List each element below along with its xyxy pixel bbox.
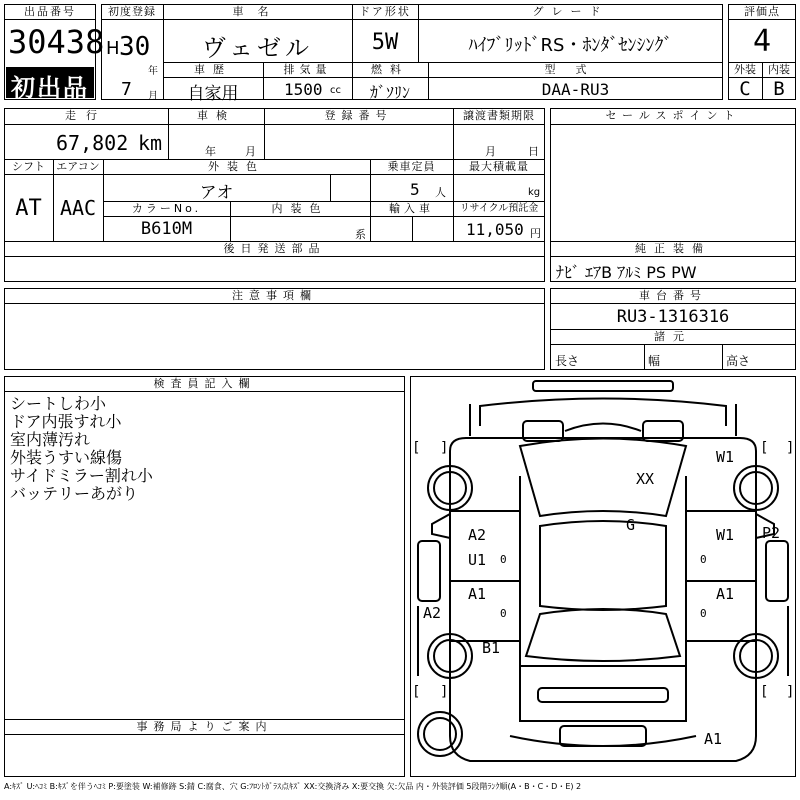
color-number-value: B610M xyxy=(140,219,193,239)
door-type: 5W xyxy=(371,30,399,55)
inspector-note-line: サイドミラー割れ小 xyxy=(10,466,153,485)
bracket-left: [ xyxy=(412,440,421,456)
mark-right-pillar: P2 xyxy=(762,524,781,542)
transfer-month-unit: 月 xyxy=(485,145,496,158)
lot-number-label: 出品番号 xyxy=(24,5,76,18)
later-parts-label: 後日発送部品 xyxy=(223,242,326,255)
era-letter: H xyxy=(106,38,120,59)
history-value: 自家用 xyxy=(187,84,239,104)
import-car-label: 輸入車 xyxy=(389,202,434,215)
first-listing-text: 初出品 xyxy=(11,74,89,102)
mark-rear-left-wheel-arch: B1 xyxy=(482,639,501,657)
length-label: 長さ xyxy=(555,354,580,368)
mark-front-right-door: W1 xyxy=(716,526,735,544)
year-unit: 年 xyxy=(148,66,158,77)
recycle-deposit-unit: 円 xyxy=(530,227,541,240)
max-load-label: 最大積載量 xyxy=(469,160,529,173)
chassis-number: RU3-1316316 xyxy=(616,307,730,327)
interior-color-unit: 系 xyxy=(355,228,366,241)
color-number-label: カラーNo. xyxy=(131,202,202,215)
height-label: 高さ xyxy=(726,354,751,368)
exterior-color-label: 外装色 xyxy=(208,160,265,173)
registration-month: 7 xyxy=(121,79,132,100)
zero-mark: 0 xyxy=(700,553,707,566)
legend-footer: A:ｷｽﾞ U:ﾍｺﾐ B:ｷｽﾞを伴うﾍｺﾐ P:要塗装 W:補修跡 S:錆 C:腐食、穴 G:ﾌﾛﾝﾄｶﾞﾗｽ点ｷｽﾞ XX:交換済み X:要交換 欠:欠品 内・外装評価 5段階ﾗﾝｸ順(A・B・C・D・E) 2 xyxy=(4,782,582,791)
registration-year: 30 xyxy=(119,32,151,62)
inspector-note-line: 外装うすい線傷 xyxy=(10,448,123,467)
interior-grade: B xyxy=(773,78,785,100)
mileage-label: 走行 xyxy=(65,109,107,122)
bracket-right: ] xyxy=(786,440,795,456)
inspection-month-unit: 月 xyxy=(245,145,256,158)
bracket-right: ] xyxy=(440,440,449,456)
car-name: ヴェゼル xyxy=(201,34,314,62)
mark-front-left-door: A2 xyxy=(468,526,487,544)
aircon-label: エアコン xyxy=(56,160,100,173)
sales-point-label: セールスポイント xyxy=(605,109,741,122)
mark-windshield: G xyxy=(626,516,636,534)
recycle-deposit-label: リサイクル預託金 xyxy=(459,203,539,214)
capacity-value: 5 xyxy=(410,180,420,199)
bracket-left: [ xyxy=(760,440,769,456)
zero-mark: 0 xyxy=(500,607,507,620)
mark-front-left-door-2: U1 xyxy=(468,551,487,569)
office-notice-label: 事務局よりご案内 xyxy=(136,720,273,733)
bracket-left: [ xyxy=(412,684,421,700)
notes-label: 注意事項欄 xyxy=(232,289,317,302)
inspector-note-line: 室内薄汚れ xyxy=(10,430,91,449)
mark-roof: XX xyxy=(636,470,655,488)
interior-grade-label: 内装 xyxy=(768,63,790,76)
month-unit: 月 xyxy=(148,91,158,102)
history-label: 車歴 xyxy=(194,63,232,76)
transfer-deadline-label: 譲渡書類期限 xyxy=(463,109,535,122)
capacity-unit: 人 xyxy=(435,186,446,199)
car-body-diagram xyxy=(410,376,796,777)
inspector-note-line: ドア内張すれ小 xyxy=(10,412,122,431)
mark-rear-bumper: A1 xyxy=(704,730,723,748)
exterior-color-value: アオ xyxy=(199,183,234,203)
grade-label: グレード xyxy=(532,5,609,18)
standard-equipment-label: 純正装備 xyxy=(635,242,711,255)
mileage-value: 67,802 xyxy=(56,131,129,155)
shift-label: シフト xyxy=(12,160,45,173)
max-load-unit: kg xyxy=(528,187,541,198)
inspector-notes-label: 検査員記入欄 xyxy=(153,377,256,390)
registration-number-label: 登録番号 xyxy=(324,109,393,122)
lot-number: 30438 xyxy=(8,23,105,61)
first-registration-label: 初度登録 xyxy=(108,5,156,18)
inspector-note-line: バッテリーあがり xyxy=(10,484,139,503)
exterior-grade-label: 外装 xyxy=(734,63,756,76)
mark-left-rear-fender: A2 xyxy=(423,604,442,622)
transfer-day-unit: 日 xyxy=(528,145,539,158)
displacement-label: 排気量 xyxy=(283,63,332,76)
width-label: 幅 xyxy=(648,354,661,368)
inspection-year-unit: 年 xyxy=(205,145,216,158)
model-code-label: 型式 xyxy=(544,63,607,76)
interior-color-label: 内装色 xyxy=(271,202,329,215)
zero-mark: 0 xyxy=(700,607,707,620)
car-name-label: 車名 xyxy=(232,5,283,18)
bracket-left: [ xyxy=(760,684,769,700)
chassis-number-label: 車台番号 xyxy=(639,289,707,302)
door-type-label: ドア形状 xyxy=(359,5,411,18)
shift-value: AT xyxy=(15,196,42,221)
standard-equipment-value: ﾅﾋﾞ ｴｱB ｱﾙﾐ PS PW xyxy=(556,263,697,282)
mark-rear-right-door: A1 xyxy=(716,585,735,603)
inspector-note-line: シートしわ小 xyxy=(10,394,107,413)
score-label: 評価点 xyxy=(744,5,780,18)
exterior-grade: C xyxy=(739,78,751,100)
bracket-right: ] xyxy=(786,684,795,700)
displacement-unit: cc xyxy=(330,85,341,96)
recycle-deposit-value: 11,050 xyxy=(466,220,524,239)
inspection-label: 車検 xyxy=(197,109,235,122)
mark-front-right-fender: W1 xyxy=(716,448,735,466)
fuel-value: ｶﾞｿﾘﾝ xyxy=(369,83,410,102)
fuel-label: 燃料 xyxy=(371,63,409,76)
bracket-right: ] xyxy=(440,684,449,700)
grade: ﾊｲﾌﾞﾘｯﾄﾞRS・ﾎﾝﾀﾞｾﾝｼﾝｸﾞ xyxy=(468,35,673,56)
aircon-value: AAC xyxy=(59,196,97,220)
specs-label: 諸元 xyxy=(654,330,692,343)
capacity-label: 乗車定員 xyxy=(387,160,436,173)
score-value: 4 xyxy=(752,24,772,59)
displacement-value: 1500 xyxy=(284,80,323,99)
model-code: DAA-RU3 xyxy=(541,80,610,99)
mileage-unit: km xyxy=(138,131,163,155)
zero-mark: 0 xyxy=(500,553,507,566)
mark-rear-left-door: A1 xyxy=(468,585,487,603)
